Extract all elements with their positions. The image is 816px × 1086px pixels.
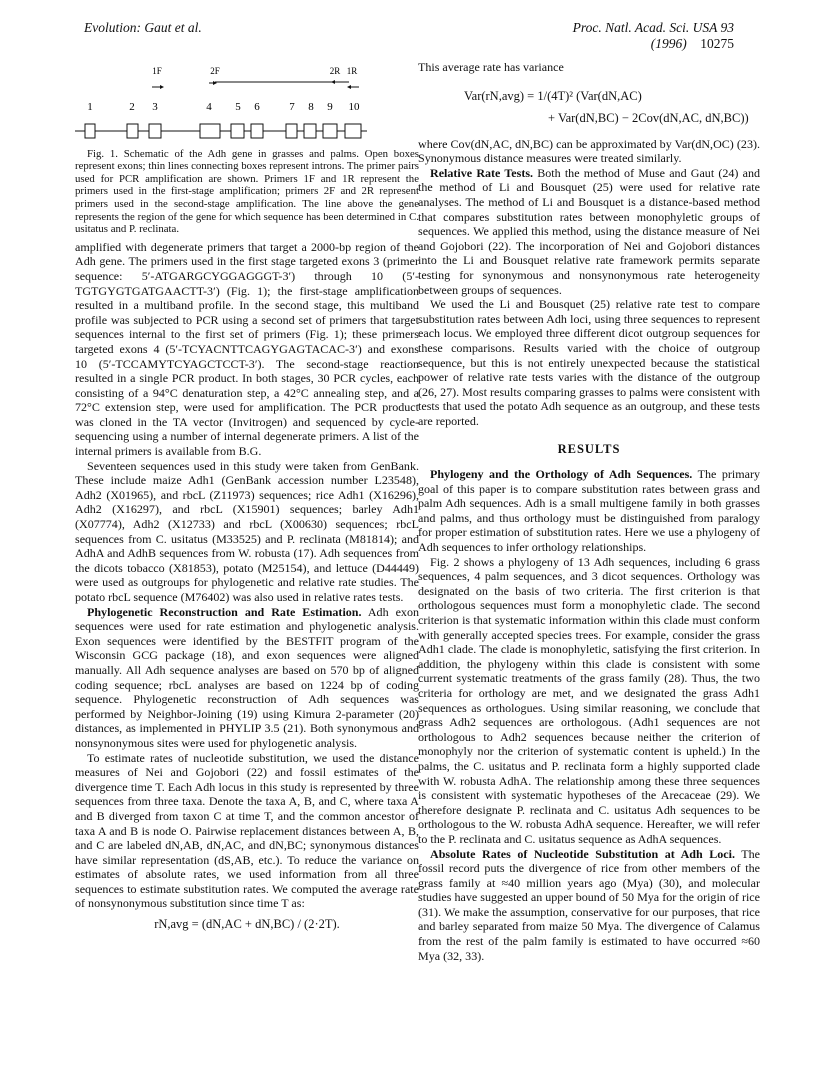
equation-variance-line2: + Var(dN,BC) − 2Cov(dN,AC, dN,BC)) — [548, 110, 749, 125]
running-header-right — [498, 20, 734, 52]
exon-box — [304, 124, 316, 138]
exon-number: 3 — [152, 101, 158, 113]
exon-number: 4 — [206, 101, 212, 113]
exon-box — [345, 124, 361, 138]
exon-number: 6 — [254, 101, 260, 113]
paragraph-variance-intro: This average rate has variance — [418, 60, 564, 74]
caption-text: Schematic of the Adh gene in grasses and palms. Open boxes represent exons; thin lines connecting boxes represent introns. The primer pairs used for PCR amplification are shown. Primers 1F and 1R represent the primers used in the first-stage amplification; primers 2F and 2R represent primers used in the second-stage amplification. The line above the gene represents the region of the gene for which sequence has been determined in C. usitatus and P. reclinata. — [75, 147, 420, 236]
results-heading: RESULTS — [557, 442, 621, 457]
page-number: 10275 — [700, 36, 734, 51]
paragraph-phylogenetic-reconstruction: Phylogenetic Reconstruction and Rate Estimation. Adh exon sequences were used for rate estimation and phylogenetic analysis. Exon sequences were identified by the BESTFIT program of the Wisconsin GCG package (18), and exon sequences were aligned manually. All Adh sequence analyses are based on 570 bp of aligned coding sequence; rbcL analyses are based on 1224 bp of coding sequence. Phylogenetic reconstruction of Adh sequences was performed by Neighbor-Joining (19) using Kimura 2-parameter (20) distances, as implemented in PHYLIP 3.5 (21). Both synonymous and nonsynonymous sites were used for phylogenetic analysis. — [75, 604, 420, 750]
exon-box — [127, 124, 138, 138]
right-column — [418, 60, 760, 963]
paragraph-genbank-sequences: Seventeen sequences used in this study were taken from GenBank. These include maize Adh1 (GenBank accession number L23548), Adh2 (X01965), and rbcL (Z11973) sequences; rice Adh1 (X16296), Adh2 (X16297), and rbcL (X15901) sequences; barley Adh1 (X07774), Adh2 (X12733) and rbcL (X00630) sequences; rbcL sequences from C. usitatus (M33525) and P. reclinata (M81814); and AdhA and AdhB sequences from W. robusta (17). Adh sequences from the dicots tobacco (X81853), potato (M25154), and lettuce (D44449) were used as outgroups for phylogenetic and relative rate studies. The potato rbcL sequence (M76402) was also used in relative rates tests. — [75, 458, 419, 604]
section-runin-heading: Absolute Rates of Nucleotide Substitution at Adh Loci. — [430, 846, 735, 861]
exon-number: 9 — [327, 101, 333, 113]
paragraph-li-bousquet: We used the Li and Bousquet (25) relative rate test to compare substitution rates between Adh loci, using three sequences to represent each locus. We employed three different dicot outgroup sequences for these comparisons. Results varied with the choice of outgroup sequence, but this is not entirely unexpected because the statistical power of relative rate tests varies with the distance of the outgroup (26, 27). Most results comparing grasses to palms were consistent with tests that used the potato Adh sequence as an outgroup, and these tests are reported. — [418, 297, 760, 428]
exon-box — [149, 124, 161, 138]
exon-number: 1 — [87, 101, 93, 113]
figure-1-caption — [75, 148, 419, 236]
exon-number: 8 — [308, 101, 314, 113]
paragraph-fig2-description: Fig. 2 shows a phylogeny of 13 Adh sequences, including 6 grass sequences, 4 palm sequences, and 3 dicot sequences. Orthology was designated on the basis of two criteria. The first criterion is that orthologous sequences must form a monophyletic clade. The second criterion is that systematic information within this clade must conform with generally accepted species trees. For example, consider the grass Adh1 clade. The clade is monophyletic, satisfying the first criterion. In addition, the phylogeny within this clade is consistent with some current systematic treatments of the grass family (28). Thus, the two criteria for orthology are met, and we designated the grass Adh1 sequences as orthologues. Using similar reasoning, we conclude that grass Adh2 sequences are orthologous. (Adh1 sequences are not orthologous to Adh2 sequences because neither the criterion of monophyly nor the criterion of systematic content is upheld.) In the palms, the C. usitatus and P. reclinata form a highly supported clade with W. robusta AdhA. The relationship among these three sequences is consistent with systematic hypotheses of the Arecaceae (29). We therefore designate P. reclinata and C. usitatus Adh sequences to be orthologous to the W. robusta AdhA sequence. Hereafter, we will refer to the P. reclinata and C. usitatus sequence as AdhA sequences. — [418, 554, 760, 846]
exon-box — [200, 124, 220, 138]
primer-arrow-1f — [152, 85, 164, 89]
primer-label-2r: 2R — [329, 66, 341, 76]
primer-label-2f: 2F — [210, 66, 220, 76]
primer-label-1r: 1R — [346, 66, 358, 76]
paragraph-covariance: where Cov(dN,AC, dN,BC) can be approximated by Var(dN,OC) (23). Synonymous distance measures were treated similarly. — [418, 136, 760, 166]
exon-box — [286, 124, 297, 138]
left-column — [75, 60, 419, 938]
exon-number: 2 — [129, 101, 135, 113]
equation-variance-line1: Var(rN,avg) = 1/(4T)² (Var(dN,AC) — [464, 88, 642, 103]
primer-arrow-2r — [331, 80, 343, 84]
figure-1 — [75, 60, 419, 236]
equation-rate-average: rN,avg = (dN,AC + dN,BC) / (2·2T). — [154, 917, 340, 932]
exon-box — [85, 124, 95, 138]
caption-lead: Fig. 1. — [87, 147, 118, 160]
primer-arrow-1r — [347, 85, 359, 89]
section-runin-heading: Phylogenetic Reconstruction and Rate Estimation. — [87, 604, 362, 619]
running-header-left: Evolution: Gaut et al. — [84, 20, 202, 35]
exon-number: 5 — [235, 101, 241, 113]
exon-number: 10 — [348, 101, 360, 113]
section-runin-heading: Phylogeny and the Orthology of Adh Sequences. — [430, 467, 693, 482]
paragraph-phylogeny-orthology: Phylogeny and the Orthology of Adh Sequences. The primary goal of this paper is to compare substitution rates between grass and palm Adh sequences. Adh is a small multigene family in both grasses and palms, and thus orthology must be distinguished from paralogy for proper estimation of substitution rates. Here we use a phylogeny of Adh sequences to infer orthology relationships. — [418, 467, 760, 555]
exon-box — [323, 124, 337, 138]
section-runin-heading: Relative Rate Tests. — [430, 165, 534, 180]
adh-gene-schematic — [75, 60, 419, 144]
paragraph-methods-pcr: amplified with degenerate primers that target a 2000-bp region of the Adh gene. The primers used in the first stage targeted exons 3 (primer sequence: 5′-ATGARGCYGGAGGGT-3′) through 10 (5′-TGTGYGTGATGAACTT-3′) (Fig. 1); the first-stage amplification resulted in a multiband profile. In the second stage, this multiband profile was subjected to PCR using a second set of primers that target sequences internal to the first set of primers (Fig. 1); these primers targeted exons 4 (5′-TCYACNTTCAGYGAGTACAC-3′) and exons 10 (5′-TCCAMYTCYAGCTCCT-3′). The second-stage reaction resulted in a single PCR product. In both stages, 30 PCR cycles, each consisting of a 94°C denaturation step, a 42°C annealing step, and a 72°C extension step, were used for amplification. The PCR product was cloned in the TA vector (Invitrogen) and sequenced by cycle-sequencing using a number of internal degenerate primers. A list of the internal primers is available from B.G. — [75, 239, 419, 459]
primer-label-1f: 1F — [152, 66, 162, 76]
paragraph-absolute-rates: Absolute Rates of Nucleotide Substitution at Adh Loci. The fossil record puts the divergence of rice from other members of the grass family at ≈40 million years ago (Mya) (30), and molecular studies have suggested an upper bound of 50 Mya for the origin of rice (31). We make the assumption, conservative for our purposes, that rice and barley separated from maize 50 Mya. The divergence of Calamus from the rest of the palm family is estimated to have occurred ≈60 Mya (32, 33). — [418, 846, 760, 963]
exon-box — [231, 124, 244, 138]
equation-variance — [418, 85, 760, 129]
exon-box — [251, 124, 263, 138]
paragraph-rate-estimation: To estimate rates of nucleotide substitution, we used the distance measures of Nei and Gojobori (22) and fossil estimates of the divergence time T. Each Adh locus in this study is represented by three sequences from three taxa. Denote the taxa A, B, and C, where taxa A and B diverged from taxon C at time T, and the common ancestor of taxa A and B is node O. Pairwise replacement distances between A, B, and C are labeled dN,AB, dN,AC, and dN,BC; synonymous distances have similar representation (dS,AB, etc.). To reduce the variance on estimates of absolute rates, we used information from all three sequences to estimate substitution rates. We computed the average rate of nonsynonymous substitution since time T as: — [75, 750, 419, 911]
exon-number: 7 — [289, 101, 295, 113]
journal-citation: Proc. Natl. Acad. Sci. USA 93 (1996) — [572, 20, 734, 51]
paragraph-relative-rate-tests: Relative Rate Tests. Both the method of Muse and Gaut (24) and the method of Li and Bousquet (25) were used for relative rate analyses. The method of Li and Bousquet is a distance-based method that compares substitution rates between monophyletic groups of sequences. We applied this method, using the distance measure of Nei and Gojobori (22). The incorporation of Nei and Gojobori distances into the Li and Bousquet relative rate framework permits separate testing for synonymous and nonsynonymous rate heterogeneity between groups of sequences. — [418, 165, 760, 297]
